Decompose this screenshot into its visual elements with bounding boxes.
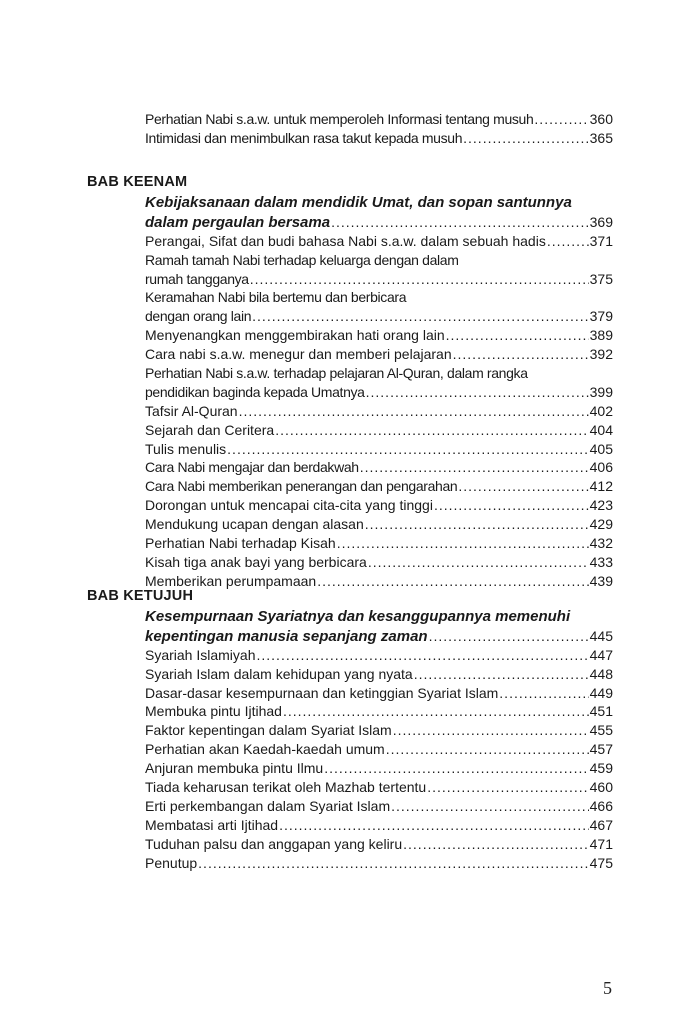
toc-entry-line (145, 854, 613, 873)
toc-entry (145, 778, 613, 797)
entry-page-number: 423 (589, 497, 613, 514)
toc-entry-line (145, 721, 613, 740)
entry-title: dalam pergaulan bersama (145, 213, 331, 231)
toc-entry (145, 816, 613, 835)
dot-leader (368, 553, 589, 572)
entry-title: pendidikan baginda kepada Umatnya (145, 383, 365, 400)
dot-leader (429, 627, 589, 646)
toc-entries (145, 110, 613, 148)
entry-page-number: 402 (589, 402, 613, 419)
entry-title: Cara Nabi mengajar dan berdakwah (145, 459, 359, 476)
toc-entry-line (145, 515, 613, 534)
dot-leader (198, 854, 588, 873)
dot-leader (403, 835, 589, 854)
toc-entry-line (145, 402, 613, 421)
entry-title: Dasar-dasar kesempurnaan dan ketinggian Syariat Islam (145, 684, 499, 701)
toc-entry-line (145, 572, 613, 591)
dot-leader (446, 326, 589, 345)
dot-leader (499, 684, 588, 703)
entry-page-number: 445 (589, 627, 613, 644)
toc-entry-line-continued (145, 364, 613, 383)
toc-entry-line (145, 816, 613, 835)
toc-entry (145, 496, 613, 515)
toc-entry (145, 759, 613, 778)
dot-leader (324, 759, 588, 778)
toc-entry-line (145, 778, 613, 797)
entry-page-number: 404 (589, 421, 613, 438)
entry-page-number: 449 (589, 684, 613, 701)
toc-entry (145, 515, 613, 534)
toc-entry (145, 572, 613, 591)
entry-title: Keramahan Nabi bila bertemu dan berbicara (145, 289, 407, 306)
entry-title: Penutup (145, 854, 198, 871)
toc-entry (145, 740, 613, 759)
entry-title: Tuduhan palsu dan anggapan yang keliru (145, 835, 403, 852)
entry-title: Membuka pintu Ijtihad (145, 703, 282, 720)
entry-page-number: 412 (589, 478, 613, 495)
dot-leader (534, 110, 588, 129)
toc-entry (145, 326, 613, 345)
entry-title: Intimidasi dan menimbulkan rasa takut kepada musuh (145, 129, 463, 146)
entry-page-number: 379 (589, 308, 613, 325)
toc-entry (145, 251, 613, 289)
dot-leader (366, 383, 589, 402)
dot-leader (227, 440, 588, 459)
toc-entry-line (145, 458, 613, 477)
entry-page-number: 432 (589, 535, 613, 552)
toc-entry (145, 110, 613, 129)
toc-entry (145, 232, 613, 251)
toc-entry-line (145, 421, 613, 440)
dot-leader (386, 740, 589, 759)
entry-page-number: 467 (589, 816, 613, 833)
entry-title: dengan orang lain (145, 308, 252, 325)
entry-page-number: 371 (589, 232, 613, 249)
toc-entry-line (145, 326, 613, 345)
toc-entry (145, 129, 613, 148)
dot-leader (331, 213, 589, 232)
chapter-heading: BAB KETUJUH (87, 588, 194, 604)
entry-title: Tafsir Al-Quran (145, 402, 238, 419)
entry-title: Anjuran membuka pintu Ilmu (145, 760, 324, 777)
toc-entry-line (145, 740, 613, 759)
entry-title: Ramah tamah Nabi terhadap keluarga dengan dalam (145, 251, 459, 268)
toc-entry-line (145, 213, 613, 232)
entry-page-number: 466 (589, 797, 613, 814)
toc-entry-line (145, 835, 613, 854)
dot-leader (279, 816, 589, 835)
dot-leader (547, 232, 589, 251)
dot-leader (252, 307, 588, 326)
toc-entry-line (145, 270, 613, 289)
dot-leader (317, 572, 588, 591)
dot-leader (365, 515, 589, 534)
toc-entry-line (145, 307, 613, 326)
page-number: 5 (603, 978, 612, 998)
entry-page-number: 475 (589, 854, 613, 871)
toc-entry (145, 608, 613, 646)
toc-entry-line (145, 345, 613, 364)
dot-leader (434, 496, 589, 515)
toc-entry-line (145, 129, 613, 148)
toc-entry-line (145, 684, 613, 703)
entry-title: Perhatian Nabi terhadap Kisah (145, 535, 336, 552)
toc-entries (145, 194, 613, 591)
toc-entry (145, 553, 613, 572)
toc-entry-line (145, 110, 613, 129)
entry-page-number: 455 (589, 722, 613, 739)
entry-title: Perhatian Nabi s.a.w. terhadap pelajaran Al-Quran, dalam rangka (145, 365, 528, 382)
entry-title: Perangai, Sifat dan budi bahasa Nabi s.a.w. dalam sebuah hadis (145, 232, 546, 249)
entry-page-number: 375 (589, 270, 613, 287)
toc-entry-line (145, 665, 613, 684)
entry-title: Cara Nabi memberikan penerangan dan pengarahan (145, 478, 458, 495)
entry-page-number: 471 (589, 835, 613, 852)
toc-entry-line (145, 759, 613, 778)
entry-page-number: 369 (589, 213, 613, 230)
dot-leader (414, 665, 589, 684)
toc-entry (145, 458, 613, 477)
toc-entry (145, 854, 613, 873)
entry-title: Syariah Islam dalam kehidupan yang nyata (145, 665, 413, 682)
entry-title: Perhatian akan Kaedah-kaedah umum (145, 741, 385, 758)
entry-title: Mendukung ucapan dengan alasan (145, 516, 364, 533)
dot-leader (391, 797, 589, 816)
toc-entry-line (145, 627, 613, 646)
toc-entry (145, 194, 613, 232)
entry-page-number: 429 (589, 516, 613, 533)
toc-entry (145, 721, 613, 740)
toc-entry (145, 702, 613, 721)
entry-title: Tulis menulis (145, 440, 227, 457)
entry-title: Cara nabi s.a.w. menegur dan memberi pelajaran (145, 346, 452, 363)
dot-leader (283, 702, 589, 721)
entry-page-number: 406 (589, 459, 613, 476)
entry-title: Membatasi arti Ijtihad (145, 816, 279, 833)
toc-entry-line (145, 646, 613, 665)
dot-leader (257, 646, 589, 665)
toc-entry-line (145, 232, 613, 251)
toc-entry-line (145, 534, 613, 553)
entry-title: Menyenangkan menggembirakan hati orang lain (145, 327, 445, 344)
entry-page-number: 392 (589, 346, 613, 363)
dot-leader (360, 458, 589, 477)
toc-entry-line-continued (145, 608, 613, 627)
entry-page-number: 459 (589, 760, 613, 777)
toc-entry (145, 345, 613, 364)
entry-page-number: 389 (589, 327, 613, 344)
dot-leader (463, 129, 589, 148)
toc-entry-line (145, 496, 613, 515)
toc-entry-line-continued (145, 288, 613, 307)
dot-leader (393, 721, 589, 740)
entry-page-number: 447 (589, 646, 613, 663)
dot-leader (250, 270, 589, 289)
entry-title: Perhatian Nabi s.a.w. untuk memperoleh Informasi tentang musuh (145, 111, 534, 127)
toc-entry (145, 364, 613, 402)
entry-title: Kesempurnaan Syariatnya dan kesanggupannya memenuhi (145, 608, 571, 625)
toc-entry-line-continued (145, 194, 613, 213)
toc-entry (145, 665, 613, 684)
entry-page-number: 457 (589, 741, 613, 758)
entry-page-number: 451 (589, 703, 613, 720)
entry-title: Sejarah dan Ceritera (145, 421, 275, 438)
toc-entry-line (145, 477, 613, 496)
entry-page-number: 399 (589, 383, 613, 400)
toc-entries (145, 608, 613, 872)
entry-title: Erti perkembangan dalam Syariat Islam (145, 797, 391, 814)
entry-title: kepentingan manusia sepanjang zaman (145, 627, 428, 645)
entry-title: Kisah tiga anak bayi yang berbicara (145, 553, 367, 570)
dot-leader (275, 421, 588, 440)
dot-leader (239, 402, 589, 421)
toc-entry (145, 684, 613, 703)
toc-entry-line (145, 553, 613, 572)
entry-page-number: 448 (589, 665, 613, 682)
toc-entry (145, 646, 613, 665)
toc-entry (145, 835, 613, 854)
entry-title: Syariah Islamiyah (145, 646, 256, 663)
dot-leader (337, 534, 589, 553)
toc-entry (145, 402, 613, 421)
entry-title: Kebijaksanaan dalam mendidik Umat, dan sopan santunnya (145, 194, 572, 211)
entry-page-number: 460 (589, 779, 613, 796)
entry-page-number: 365 (589, 129, 613, 146)
toc-entry (145, 288, 613, 326)
toc-entry-line (145, 383, 613, 402)
entry-title: Faktor kepentingan dalam Syariat Islam (145, 722, 392, 739)
chapter-heading: BAB KEENAM (87, 174, 188, 190)
entry-page-number: 433 (589, 553, 613, 570)
entry-title: Memberikan perumpamaan (145, 572, 317, 589)
dot-leader (453, 345, 589, 364)
toc-entry (145, 797, 613, 816)
dot-leader (427, 778, 588, 797)
toc-entry (145, 534, 613, 553)
toc-entry (145, 440, 613, 459)
toc-entry-line (145, 702, 613, 721)
dot-leader (458, 477, 588, 496)
toc-entry-line (145, 440, 613, 459)
entry-page-number: 405 (589, 440, 613, 457)
entry-title: rumah tangganya (145, 270, 249, 287)
entry-title: Tiada keharusan terikat oleh Mazhab tertentu (145, 779, 427, 796)
toc-entry (145, 421, 613, 440)
entry-page-number: 360 (589, 111, 613, 127)
entry-title: Dorongan untuk mencapai cita-cita yang tinggi (145, 497, 433, 514)
toc-entry-line-continued (145, 251, 613, 270)
toc-entry (145, 477, 613, 496)
toc-entry-line (145, 797, 613, 816)
entry-page-number: 439 (589, 572, 613, 589)
